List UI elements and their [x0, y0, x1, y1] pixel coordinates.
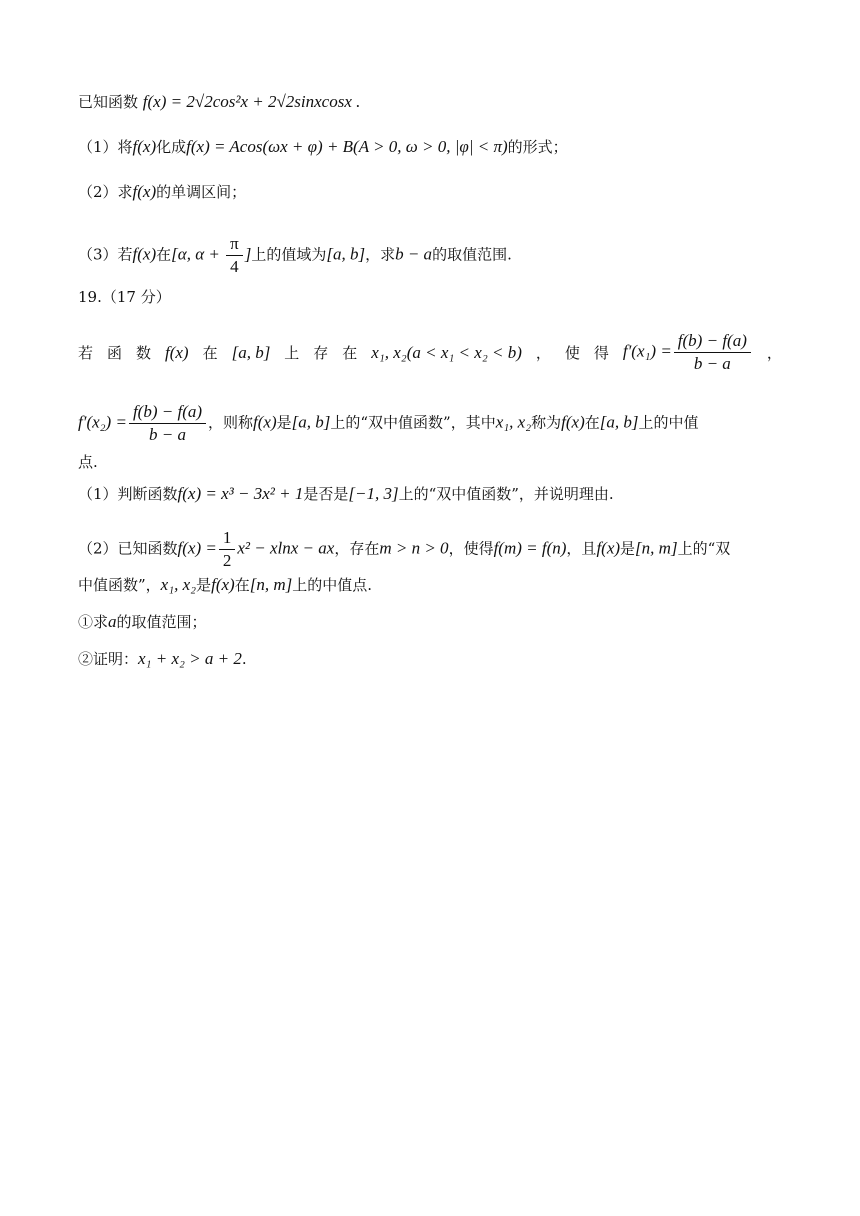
sub2-inequality: x₁ + x₂ > a + 2: [138, 649, 242, 668]
q19-part2-text: ，且: [566, 539, 597, 558]
q19-interval-ab: [a, b]: [599, 412, 639, 432]
q18-part1: [78, 135, 782, 159]
q19-part1-end: 上的“双中值函数”，并说明理由.: [398, 485, 614, 503]
q18-part3-text2: 上的值域为: [251, 245, 327, 264]
q18-part2-fx: f(x): [132, 182, 157, 201]
fraction-numerator: 1: [219, 527, 236, 550]
q18-part3-end: 的取值范围.: [432, 245, 512, 264]
q19-part2: [78, 527, 782, 572]
function-definition: f(x) = 2√2cos²x + 2√2sinxcosx .: [142, 92, 361, 111]
b-minus-a: b − a: [395, 244, 433, 264]
q19-interval-ab: [a, b]: [231, 342, 271, 362]
sub2-label: ②证明：: [78, 650, 139, 668]
char: 存: [313, 343, 329, 362]
sub1-text: 的取值范围；: [116, 613, 207, 631]
sub-question-1: [78, 610, 782, 634]
q19-fx: f(x): [561, 412, 585, 432]
q19-fx: f(x): [596, 538, 621, 558]
q18-part2-text: 的单调区间；: [156, 183, 247, 201]
interval-nm: [n, m]: [249, 575, 293, 594]
q19-x1-x2-condition: x₁, x₂(a < x₁ < x₂ < b): [371, 342, 522, 362]
derivative-eq-1: [623, 330, 753, 375]
fraction-numerator: π: [226, 233, 243, 256]
q19-part2-text: 上的“双: [677, 539, 731, 558]
q18-part3-fx: f(x): [132, 244, 157, 264]
q18-part3-text: 在: [156, 245, 172, 264]
q19-part1-text: 是否是: [303, 485, 349, 503]
derivative-x1: f′(x₁) =: [622, 341, 672, 361]
char: 上: [284, 343, 300, 362]
q19-line3: 点.: [78, 453, 98, 471]
q19-text: 上的“双中值函数”，其中: [330, 413, 496, 432]
intro-text: 已知函数: [78, 93, 139, 111]
q19-part2-line2: [78, 573, 782, 597]
comma: ，: [766, 343, 782, 362]
q19-text: 称为: [531, 413, 562, 432]
q18-part1-label: （1）将: [78, 138, 133, 156]
fraction-denominator: 4: [230, 257, 239, 276]
q19-part1-interval: [−1, 3]: [348, 484, 399, 503]
q19-fx: f(x): [165, 342, 189, 362]
q19-text: ，则称: [208, 413, 254, 432]
m-gt-n: m > n > 0: [379, 538, 449, 558]
sub2-period: .: [241, 650, 247, 668]
q18-part1-fx: f(x): [132, 137, 157, 156]
char: 在: [202, 343, 218, 362]
comma: ，: [535, 343, 551, 362]
derivative-x2: f′(x₂) =: [78, 412, 127, 432]
q18-part1-end: 的形式；: [507, 138, 568, 156]
q19-fx: f(x): [211, 575, 235, 594]
char: 数: [136, 343, 152, 362]
q19-x1-x2: x₁, x₂: [160, 575, 197, 594]
q19-header: 19.（17 分）: [78, 288, 171, 306]
q19-text: 在: [234, 576, 250, 594]
half-fraction: [219, 527, 236, 572]
q18-part3-label: （3）若: [78, 245, 133, 264]
q19-part2-text: ，使得: [448, 539, 494, 558]
q19-text: 在: [584, 413, 600, 432]
fraction-denominator: b − a: [693, 354, 731, 373]
fm-eq-fn: f(m) = f(n): [493, 538, 567, 558]
mean-slope-fraction: [129, 401, 206, 446]
q19-text: 是: [276, 413, 292, 432]
fraction-numerator: f(b) − f(a): [129, 401, 206, 424]
interval-right: ]: [244, 244, 252, 264]
char: 函: [107, 343, 123, 362]
q19-part2-text: 是: [620, 539, 636, 558]
sub1-label: ①求: [78, 613, 109, 631]
char: 在: [342, 343, 358, 362]
q18-part2-label: （2）求: [78, 183, 133, 201]
q18-part3: [78, 233, 782, 278]
mean-slope-fraction: [674, 330, 751, 375]
q19-x1-x2: x₁, x₂: [495, 412, 532, 432]
range-ab: [a, b]: [326, 244, 366, 264]
intro-line: [78, 90, 782, 114]
q19-part2-label: （2）已知函数: [78, 539, 178, 558]
interval-nm: [n, m]: [635, 538, 678, 558]
pi-over-four-fraction: [226, 233, 243, 278]
q19-part1: [78, 482, 782, 506]
fraction-numerator: f(b) − f(a): [674, 330, 751, 353]
q19-line1: [78, 330, 782, 375]
char: 使: [564, 343, 580, 362]
q19-interval-ab: [a, b]: [291, 412, 331, 432]
q19-text: 上的中值点.: [292, 576, 373, 594]
fraction-denominator: b − a: [148, 425, 186, 444]
q18-part1-text: 化成: [156, 138, 187, 156]
char: 若: [78, 343, 94, 362]
q19-part2-text: ，存在: [334, 539, 380, 558]
q19-text: 中值函数”，: [78, 576, 161, 594]
q19-part1-label: （1）判断函数: [78, 485, 178, 503]
q19-text: 上的中值: [638, 413, 699, 432]
q19-part2-f: f(x) =: [177, 538, 217, 558]
interval-left: [α, α +: [171, 244, 225, 264]
q19-text: 是: [196, 576, 212, 594]
q19-part2-f-rest: x² − xlnx − ax: [237, 538, 335, 558]
sub-question-2: [78, 647, 782, 671]
q18-part1-form: f(x) = Acos(ωx + φ) + B(A > 0, ω > 0, |φ| < π): [186, 137, 508, 156]
sub1-var: a: [108, 612, 117, 631]
q18-part3-text3: ，求: [365, 245, 396, 264]
char: 得: [593, 343, 609, 362]
fraction-denominator: 2: [222, 551, 232, 570]
q19-line2: [78, 401, 782, 446]
q19-part1-function: f(x) = x³ − 3x² + 1: [177, 484, 304, 503]
q19-fx: f(x): [253, 412, 277, 432]
q18-part2: [78, 180, 782, 204]
